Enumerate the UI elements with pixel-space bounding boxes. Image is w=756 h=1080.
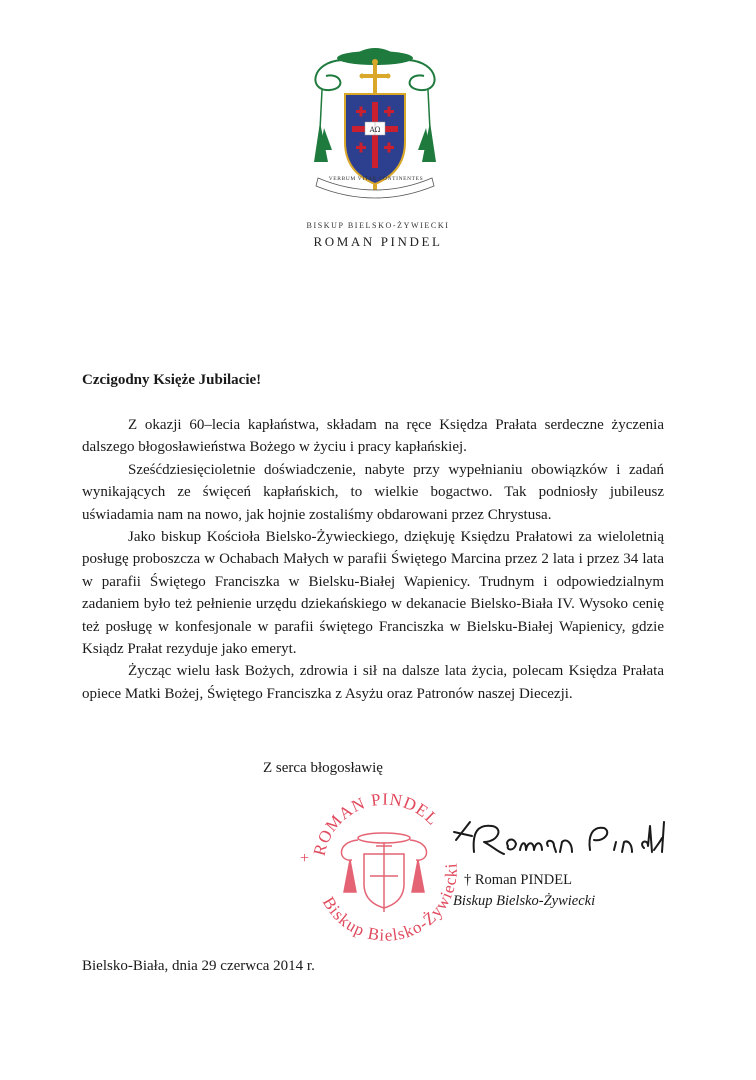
seal-cross-mark: + (300, 850, 310, 867)
seal-bottom-text: Biskup Bielsko-Żywiecki (318, 861, 461, 945)
coat-of-arms (300, 42, 450, 212)
motto-ribbon-text: VERBUM VITAE CONTINENTES (328, 176, 424, 182)
signer-name: † Roman PINDEL (464, 872, 572, 888)
paragraph-1: Z okazji 60–lecia kapłaństwa, składam na ręce Księdza Prałata serdeczne życzenia dalszego błogosławieństwa Bożego w życiu i pracy kapłańskiej. (82, 417, 664, 456)
paragraph-4: Życząc wielu łask Bożych, zdrowia i sił na dalsze lata życia, polecam Księdza Prałata opiece Matki Bożej, Świętego Franciszka z Asyżu oraz Patronów naszej Diecezji. (82, 663, 664, 702)
bishop-subtitle: BISKUP BIELSKO-ŻYWIECKI (306, 221, 450, 230)
salutation: Czcigodny Księże Jubilacie! (82, 372, 262, 388)
book-letters: ΑΩ (369, 126, 381, 134)
handwritten-signature (448, 812, 668, 872)
paragraph-2: Sześćdziesięcioletnie doświadczenie, nabyte przy wypełnianiu obowiązków i zadań wynikających ze święceń kapłańskich, to wielkie bogactwo. Tak podniosły jubileusz uświadamia nam na nowo, jak hojnie zostaliśmy obdarowani przez Chrystusa. (82, 461, 664, 523)
paragraph-3: Jako biskup Kościoła Bielsko-Żywieckiego, dziękuję Księdzu Prałatowi za wieloletnią posługę proboszcza w Ochabach Małych w parafii Świętego Marcina przez 2 lata i przez 34 lata w parafii Świętego Franciszka w Bielsku-Białej Wapienicy. Trudnym i odpowiedzialnym zadaniem było też pełnienie urzędu dziekańskiego w dekanacie Bielsko-Biała IV. Wysoko cenię też posługę w konfesjonale w parafii świętego Franciszka w Bielsku-Białej Wapienicy, gdzie Ksiądz Prałat rezyduje jako emeryt. (82, 529, 664, 658)
seal-top-text: ROMAN PINDEL (309, 789, 443, 858)
date-line: Bielsko-Biała, dnia 29 czerwca 2014 r. (82, 958, 315, 974)
bishop-seal-stamp (296, 780, 472, 956)
letter-body (82, 414, 664, 705)
bishop-name-title: ROMAN PINDEL (313, 234, 443, 249)
closing-blessing: Z serca błogosławię (263, 760, 383, 776)
signer-title: Biskup Bielsko-Żywiecki (453, 893, 596, 909)
